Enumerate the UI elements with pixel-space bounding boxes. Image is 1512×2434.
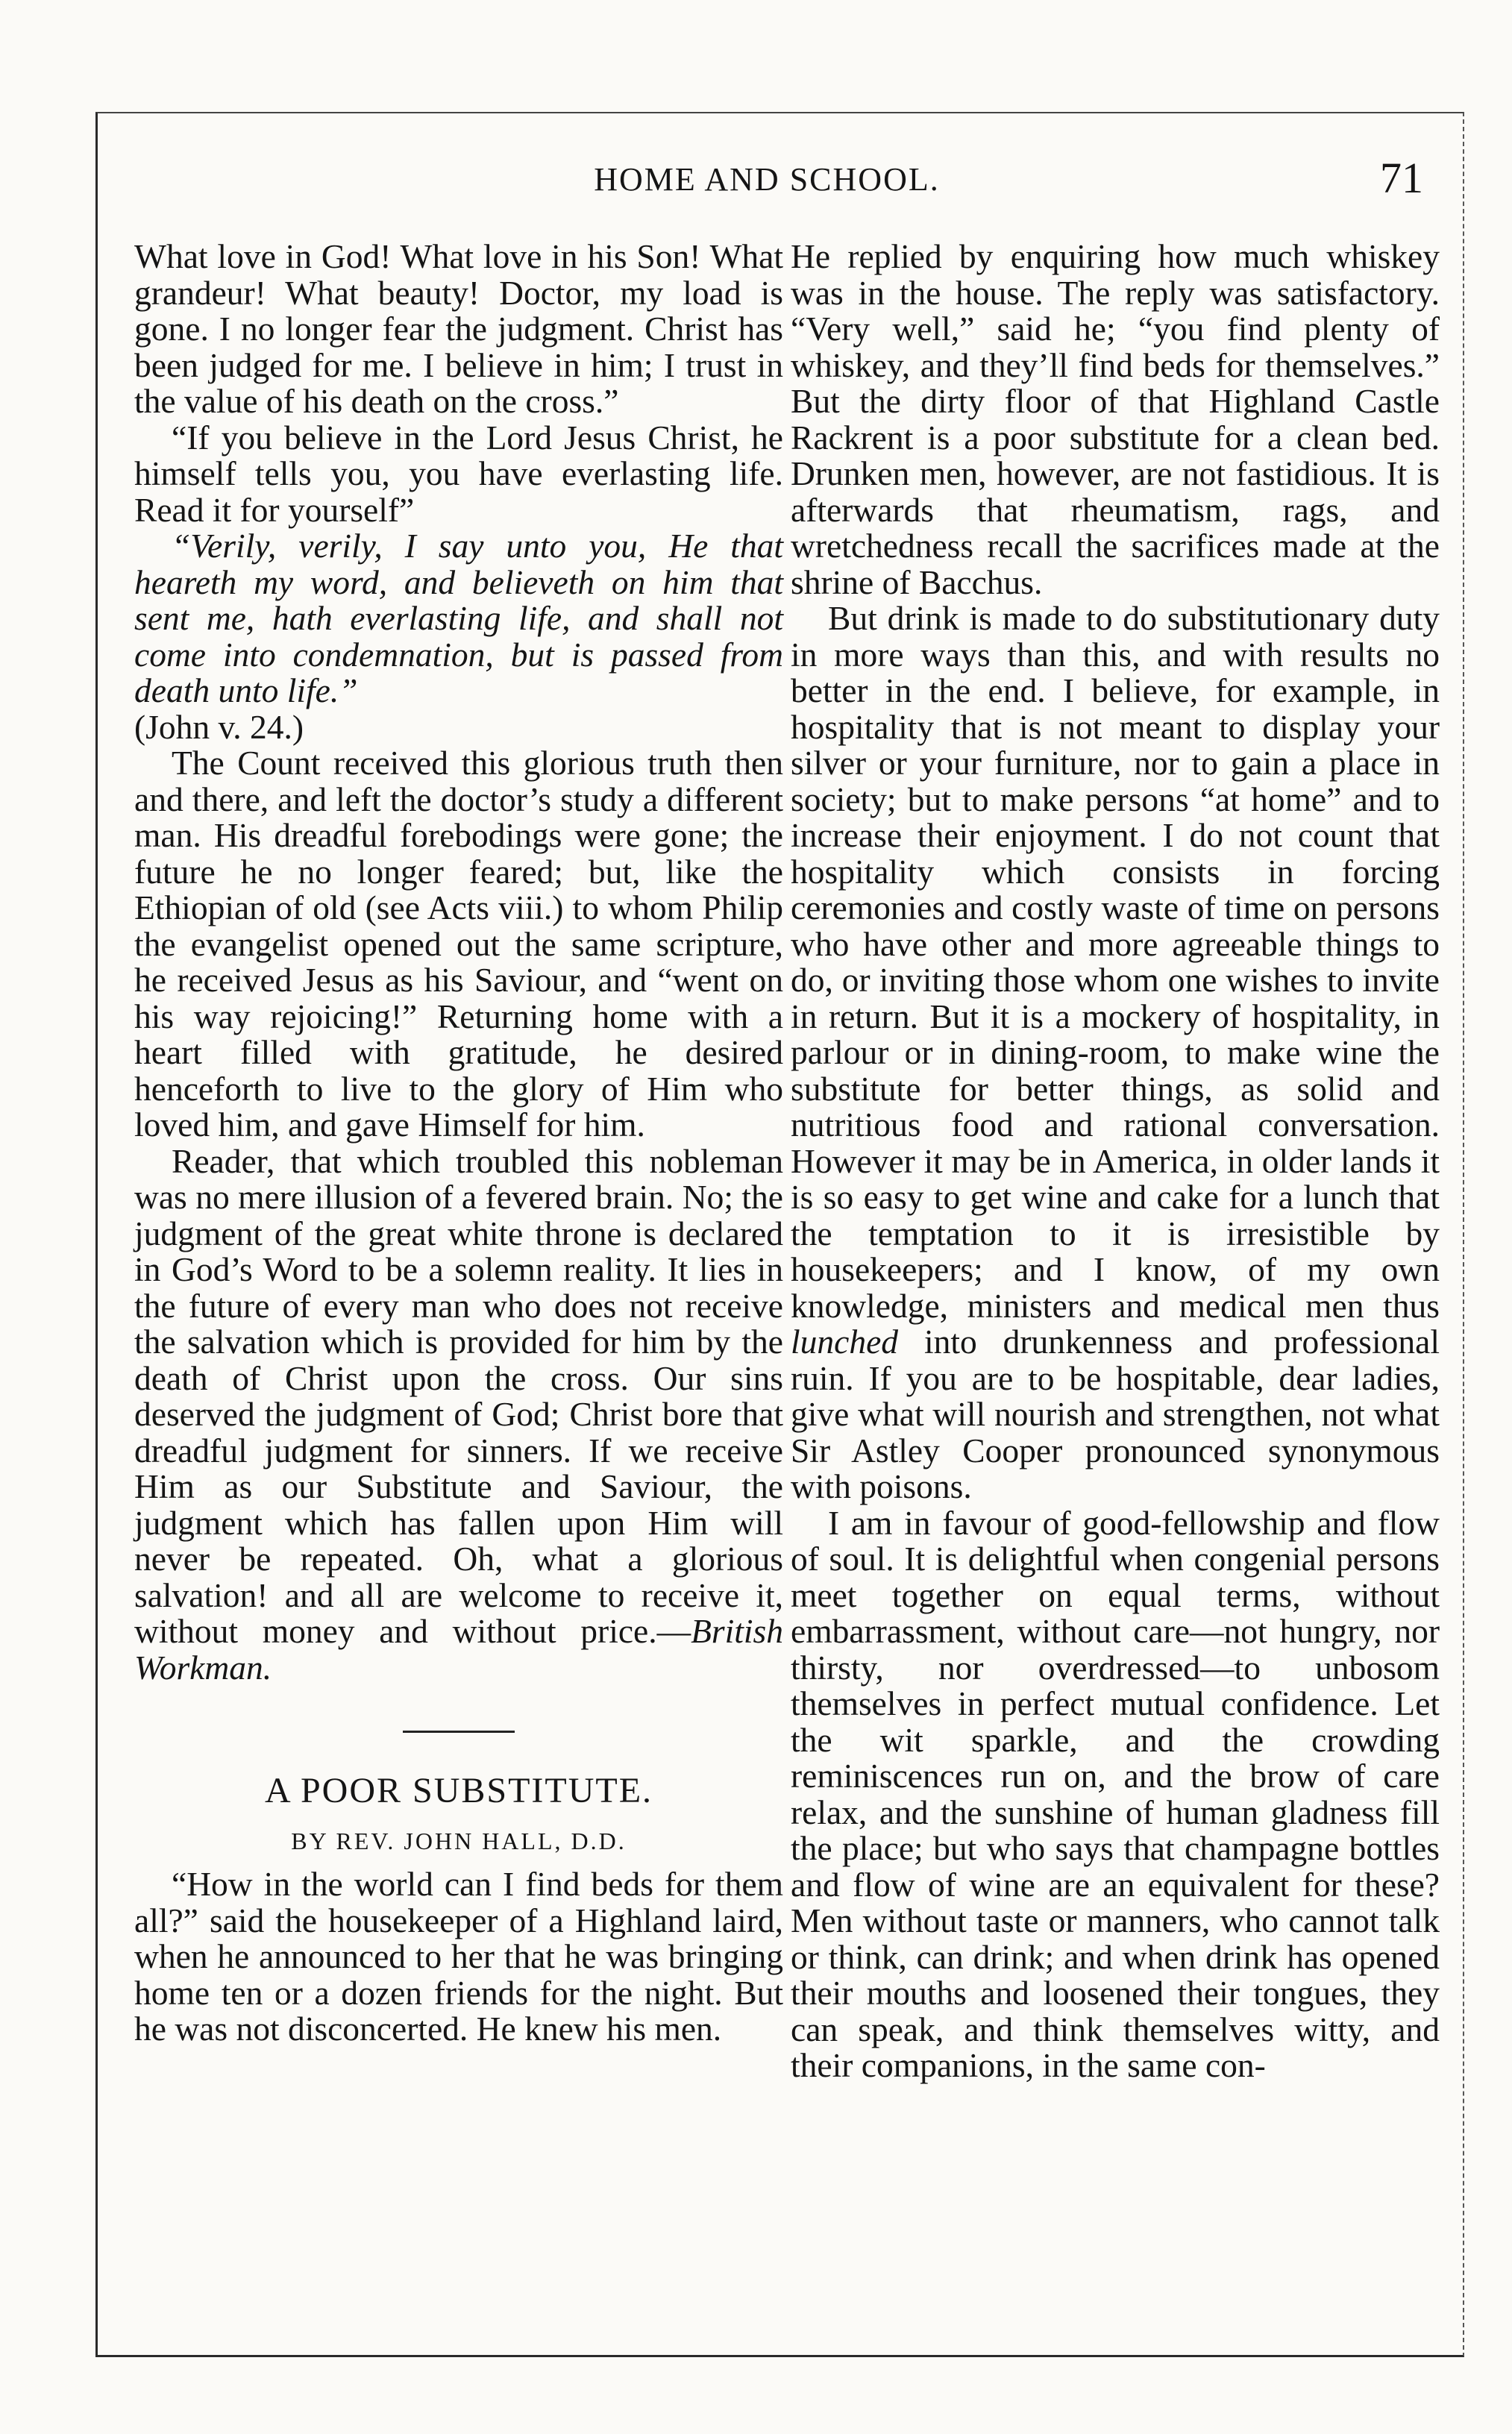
paragraph: I am in favour of good-fellowship and flow of soul. It is delightful when congenial persons meet together on equal terms, without embarrassment, without care—not hungry, nor thirsty, nor overdressed—to unbosom themselves in perfect mutual confidence. Let the wit sparkle, and the crowding reminiscences run on, and the brow of care relax, and the sunshine of human gladness fill the place; but who says that champagne bottles and flow of wine are an equivalent for these? Men without taste or manners, who cannot talk or think, can drink; and when drink has opened their mouths and loosened their tongues, they can speak, and think themselves witty, and their companions, in the same con- (791, 1503, 1440, 2084)
running-title: HOME AND SCHOOL. (594, 161, 940, 198)
paragraph-text: But drink is made to do substitutionary duty in more ways than this, and with results no better in the end. I believe, for example, in hospitality that is not meant to display your silver or your furniture, nor to gain a place in society; but to make persons “at home” and to increase their enjoyment. I do not count that hospitality which consists in forcing ceremonies and costly waste of time on persons who have other and more agreeable things to do, or inviting those whom one wishes to invite in return. But it is a mockery of hospitality, in parlour or in dining-room, to make wine the substitute for better things, as solid and nutritious food and rational conversation. However it may be in America, in older lands it is so easy to get wine and cake for a lunch that the temptation to it is irresistible by housekeepers; and I know, of my own knowledge, ministers and medical men thus (791, 599, 1440, 1325)
source-credit: British Workman. (134, 1612, 783, 1687)
byline: BY REV. JOHN HALL, D.D. (291, 1827, 627, 1854)
article-title: A POOR SUBSTITUTE. (264, 1771, 653, 1810)
paragraph: “If you believe in the Lord Jesus Christ, he himself tells you, you have everlasting life. Read it for yourself” (134, 418, 783, 529)
paragraph (134, 1141, 783, 1687)
left-column (134, 239, 783, 2048)
scripture-quote (134, 528, 783, 709)
scripture-reference: (John v. 24.) (134, 707, 304, 746)
paragraph: He replied by enquiring how much whiskey was in the house. The reply was satisfactory. “Very well,” said he; “you find plenty of whiskey, and they’ll find beds for themselves.” But the dirty floor of that Highland Castle Rackrent is a poor substitute for a clean bed. Drunken men, however, are not fastidious. It is afterwards that rheumatism, rags, and wretchedness recall the sacrifices made at the shrine of Bacchus. (791, 237, 1440, 601)
paragraph: “How in the world can I find beds for them all?” said the housekeeper of a Highland laird, when he announced to her that he was bringing home ten or a dozen friends for the night. But he was not disconcerted. He knew his men. (134, 1865, 783, 2048)
section-divider (403, 1731, 515, 1733)
right-column (791, 239, 1440, 2084)
paragraph: The Count received this glorious truth then and there, and left the doctor’s study a different man. His dreadful forebodings were gone; the future he no longer feared; but, like the Ethiopian of old (see Acts viii.) to whom Philip the evangelist opened out the same scripture, he received Jesus as his Saviour, and “went on his way rejoicing!” Returning home with a heart filled with gratitude, he desired henceforth to live to the glory of Him who loved him, and gave Himself for him. (134, 744, 783, 1144)
running-head (95, 153, 1438, 213)
paragraph-text: Reader, that which troubled this nobleman was no mere illusion of a fevered brain. No; the judgment of the great white throne is declared in God’s Word to be a solemn reality. It lies in the future of every man who does not receive the salvation which is provided for him by the death of Christ upon the cross. Our sins deserved the judgment of God; Christ bore that dreadful judgment for sinners. If we receive Him as our Substitute and Saviour, the judgment which has fallen upon Him will never be repeated. Oh, what a glorious salvation! and all are welcome to receive it, without money and without price.— (134, 1141, 783, 1650)
scripture-text: “Verily, verily, I say unto you, He that heareth my word, and believeth on him that sent me, hath everlasting life, and shall not come into condemnation, but is passed from death unto life.” (134, 527, 783, 709)
page-number: 71 (1380, 154, 1423, 202)
paragraph: What love in God! What love in his Son! What grandeur! What beauty! Doctor, my load is gone. I no longer fear the judgment. Christ has been judged for me. I believe in him; I trust in the value of his death on the cross.” (134, 237, 783, 420)
emphasis: lunched (791, 1323, 899, 1361)
paragraph-text: into drunkenness and professional ruin. If you are to be hospitable, dear ladies, give what will nourish and strengthen, not what Sir Astley Cooper pronounced synonymous with poisons. (791, 1323, 1440, 1505)
paragraph (791, 600, 1440, 1505)
